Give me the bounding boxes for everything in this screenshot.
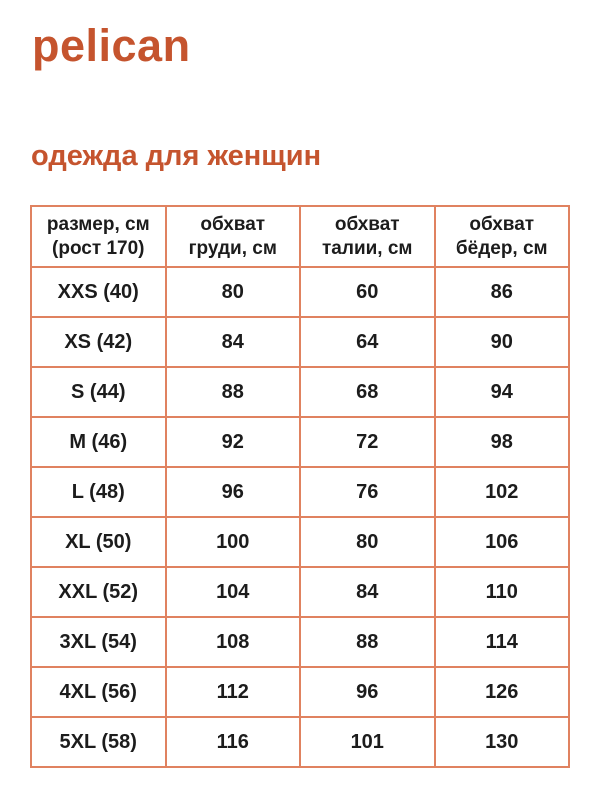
table-row xyxy=(31,717,569,767)
table-row xyxy=(31,417,569,467)
table-row xyxy=(31,317,569,367)
header-hips xyxy=(435,206,570,267)
waist-value-cell: 80 xyxy=(300,517,435,567)
table-row xyxy=(31,567,569,617)
chest-value-cell: 92 xyxy=(166,417,301,467)
hips-value-cell: 110 xyxy=(435,567,570,617)
table-row xyxy=(31,667,569,717)
size-cell: 3XL (54) xyxy=(31,617,166,667)
header-chest xyxy=(166,206,301,267)
waist-value-cell: 88 xyxy=(300,617,435,667)
hips-value-cell: 94 xyxy=(435,367,570,417)
chest-value-cell: 84 xyxy=(166,317,301,367)
chest-value-cell: 104 xyxy=(166,567,301,617)
table-row xyxy=(31,517,569,567)
waist-value-cell: 72 xyxy=(300,417,435,467)
waist-value-cell: 84 xyxy=(300,567,435,617)
chest-value-cell: 116 xyxy=(166,717,301,767)
table-row xyxy=(31,267,569,317)
waist-value-cell: 96 xyxy=(300,667,435,717)
size-cell: M (46) xyxy=(31,417,166,467)
waist-value-cell: 60 xyxy=(300,267,435,317)
size-cell: XXL (52) xyxy=(31,567,166,617)
waist-value-cell: 76 xyxy=(300,467,435,517)
waist-value-cell: 101 xyxy=(300,717,435,767)
chest-value-cell: 96 xyxy=(166,467,301,517)
header-chest-line2: груди, см xyxy=(188,237,277,259)
header-hips-line1: обхват xyxy=(469,213,535,235)
header-size-line1: размер, см xyxy=(46,213,150,235)
header-hips-line2: бёдер, см xyxy=(455,237,548,259)
size-cell: S (44) xyxy=(31,367,166,417)
table-row xyxy=(31,467,569,517)
header-waist-line1: обхват xyxy=(334,213,400,235)
page-title: одежда для женщин xyxy=(31,140,322,172)
table-row xyxy=(31,617,569,667)
chest-value-cell: 100 xyxy=(166,517,301,567)
header-waist-line2: талии, см xyxy=(322,237,413,259)
size-cell: L (48) xyxy=(31,467,166,517)
chest-value-cell: 112 xyxy=(166,667,301,717)
table-header-row xyxy=(31,206,569,267)
hips-value-cell: 98 xyxy=(435,417,570,467)
size-cell: 4XL (56) xyxy=(31,667,166,717)
hips-value-cell: 90 xyxy=(435,317,570,367)
hips-value-cell: 86 xyxy=(435,267,570,317)
size-cell: 5XL (58) xyxy=(31,717,166,767)
size-cell: XL (50) xyxy=(31,517,166,567)
header-chest-line1: обхват xyxy=(200,213,266,235)
size-chart-table xyxy=(30,205,570,768)
hips-value-cell: 130 xyxy=(435,717,570,767)
hips-value-cell: 126 xyxy=(435,667,570,717)
size-cell: XXS (40) xyxy=(31,267,166,317)
size-cell: XS (42) xyxy=(31,317,166,367)
table-row xyxy=(31,367,569,417)
chest-value-cell: 80 xyxy=(166,267,301,317)
hips-value-cell: 114 xyxy=(435,617,570,667)
header-size-line2: (рост 170) xyxy=(52,237,145,259)
chest-value-cell: 108 xyxy=(166,617,301,667)
header-waist xyxy=(300,206,435,267)
hips-value-cell: 106 xyxy=(435,517,570,567)
hips-value-cell: 102 xyxy=(435,467,570,517)
waist-value-cell: 64 xyxy=(300,317,435,367)
chest-value-cell: 88 xyxy=(166,367,301,417)
waist-value-cell: 68 xyxy=(300,367,435,417)
header-size xyxy=(31,206,166,267)
brand-logo: pelican xyxy=(32,20,191,71)
